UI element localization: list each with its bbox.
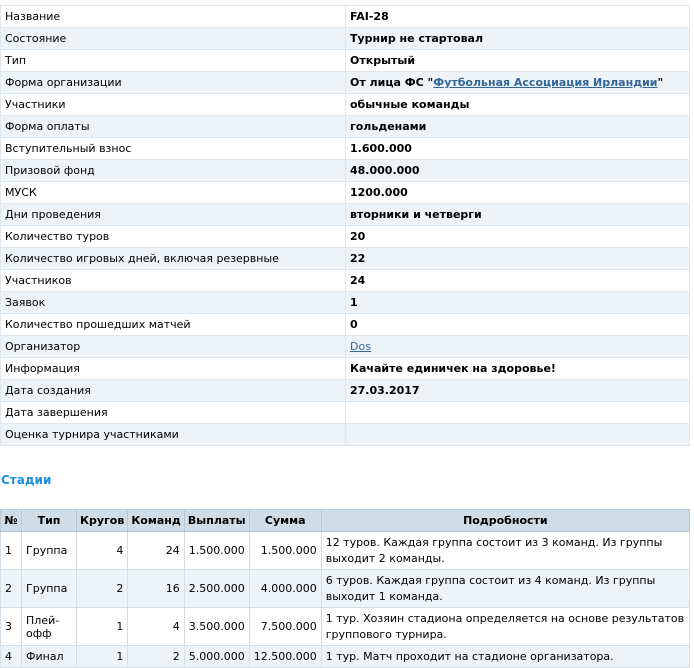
info-row-days (1, 204, 690, 226)
info-value: 22 (346, 248, 690, 270)
col-header-number: № (1, 510, 22, 532)
info-row-participants (1, 94, 690, 116)
info-value: 24 (346, 270, 690, 292)
stage-number: 3 (1, 608, 22, 646)
stages-heading: Стадии (1, 473, 52, 487)
info-label: Дата завершения (1, 402, 346, 424)
info-value (346, 402, 690, 424)
stage-sum: 1.500.000 (249, 532, 321, 570)
info-row-created (1, 380, 690, 402)
info-row-prize-fund (1, 160, 690, 182)
info-label: Организатор (1, 336, 346, 358)
table-row (1, 646, 690, 668)
info-value: обычные команды (346, 94, 690, 116)
stage-payout: 3.500.000 (184, 608, 249, 646)
info-value: 0 (346, 314, 690, 336)
stage-payout: 2.500.000 (184, 570, 249, 608)
stage-teams: 16 (128, 570, 184, 608)
info-label: Заявок (1, 292, 346, 314)
stage-details: 1 тур. Матч проходит на стадионе организатора. (321, 646, 689, 668)
info-label: Дни проведения (1, 204, 346, 226)
col-header-sum: Сумма (249, 510, 321, 532)
info-value (346, 336, 690, 358)
info-value: FAI-28 (346, 6, 690, 28)
stage-details: 6 туров. Каждая группа состоит из 4 команд. Из группы выходит 1 команда. (321, 570, 689, 608)
stage-teams: 4 (128, 608, 184, 646)
info-value: Турнир не стартовал (346, 28, 690, 50)
info-row-rating (1, 424, 690, 446)
info-label: Форма организации (1, 72, 346, 94)
info-label: Количество прошедших матчей (1, 314, 346, 336)
info-label: Количество туров (1, 226, 346, 248)
stage-payout: 5.000.000 (184, 646, 249, 668)
col-header-payouts: Выплаты (184, 510, 249, 532)
info-value: 1 (346, 292, 690, 314)
info-value: гольденами (346, 116, 690, 138)
stage-number: 4 (1, 646, 22, 668)
info-row-name (1, 6, 690, 28)
info-label: Призовой фонд (1, 160, 346, 182)
info-row-participants-count (1, 270, 690, 292)
stage-type: Группа (22, 532, 77, 570)
stage-type: Группа (22, 570, 77, 608)
stage-details: 1 тур. Хозяин стадиона определяется на основе результатов группового турнира. (321, 608, 689, 646)
stage-sum: 7.500.000 (249, 608, 321, 646)
col-header-type: Тип (22, 510, 77, 532)
stage-sum: 12.500.000 (249, 646, 321, 668)
info-value: 20 (346, 226, 690, 248)
stage-number: 2 (1, 570, 22, 608)
org-form-suffix: " (657, 76, 664, 89)
federation-link[interactable]: Футбольная Ассоциация Ирландии (433, 76, 658, 89)
stages-header-row (1, 510, 690, 532)
stage-teams: 2 (128, 646, 184, 668)
info-row-finished (1, 402, 690, 424)
stage-rounds: 1 (77, 646, 128, 668)
info-label: Вступительный взнос (1, 138, 346, 160)
info-label: Оценка турнира участниками (1, 424, 346, 446)
stage-details: 12 туров. Каждая группа состоит из 3 команд. Из группы выходит 2 команды. (321, 532, 689, 570)
info-row-payment (1, 116, 690, 138)
stage-type: Плей-офф (22, 608, 77, 646)
info-value: Качайте единичек на здоровье! (346, 358, 690, 380)
info-row-type (1, 50, 690, 72)
info-value (346, 72, 690, 94)
info-value: 1200.000 (346, 182, 690, 204)
info-label: Форма оплаты (1, 116, 346, 138)
stage-type: Финал (22, 646, 77, 668)
table-row (1, 532, 690, 570)
info-value: 27.03.2017 (346, 380, 690, 402)
info-row-organizer (1, 336, 690, 358)
info-value: вторники и четверги (346, 204, 690, 226)
info-value: Открытый (346, 50, 690, 72)
stage-rounds: 1 (77, 608, 128, 646)
col-header-rounds: Кругов (77, 510, 128, 532)
info-row-entry-fee (1, 138, 690, 160)
info-row-musk (1, 182, 690, 204)
info-row-matches-played (1, 314, 690, 336)
stage-payout: 1.500.000 (184, 532, 249, 570)
org-form-prefix: От лица ФС " (350, 76, 434, 89)
info-value: 1.600.000 (346, 138, 690, 160)
stage-number: 1 (1, 532, 22, 570)
info-label: Состояние (1, 28, 346, 50)
stage-teams: 24 (128, 532, 184, 570)
info-row-state (1, 28, 690, 50)
stage-rounds: 2 (77, 570, 128, 608)
info-value (346, 424, 690, 446)
info-value: 48.000.000 (346, 160, 690, 182)
col-header-teams: Команд (128, 510, 184, 532)
info-label: Информация (1, 358, 346, 380)
table-row (1, 608, 690, 646)
info-label: МУСК (1, 182, 346, 204)
info-label: Тип (1, 50, 346, 72)
info-row-game-days (1, 248, 690, 270)
table-row (1, 570, 690, 608)
info-label: Количество игровых дней, включая резервные (1, 248, 346, 270)
organizer-link[interactable]: Dos (350, 340, 371, 353)
info-label: Название (1, 6, 346, 28)
stage-rounds: 4 (77, 532, 128, 570)
stages-table (0, 509, 690, 668)
tournament-info-table (0, 5, 690, 446)
info-row-org-form (1, 72, 690, 94)
info-label: Участники (1, 94, 346, 116)
info-row-information (1, 358, 690, 380)
info-label: Дата создания (1, 380, 346, 402)
info-row-applications (1, 292, 690, 314)
info-row-tours (1, 226, 690, 248)
info-label: Участников (1, 270, 346, 292)
col-header-details: Подробности (321, 510, 689, 532)
stage-sum: 4.000.000 (249, 570, 321, 608)
